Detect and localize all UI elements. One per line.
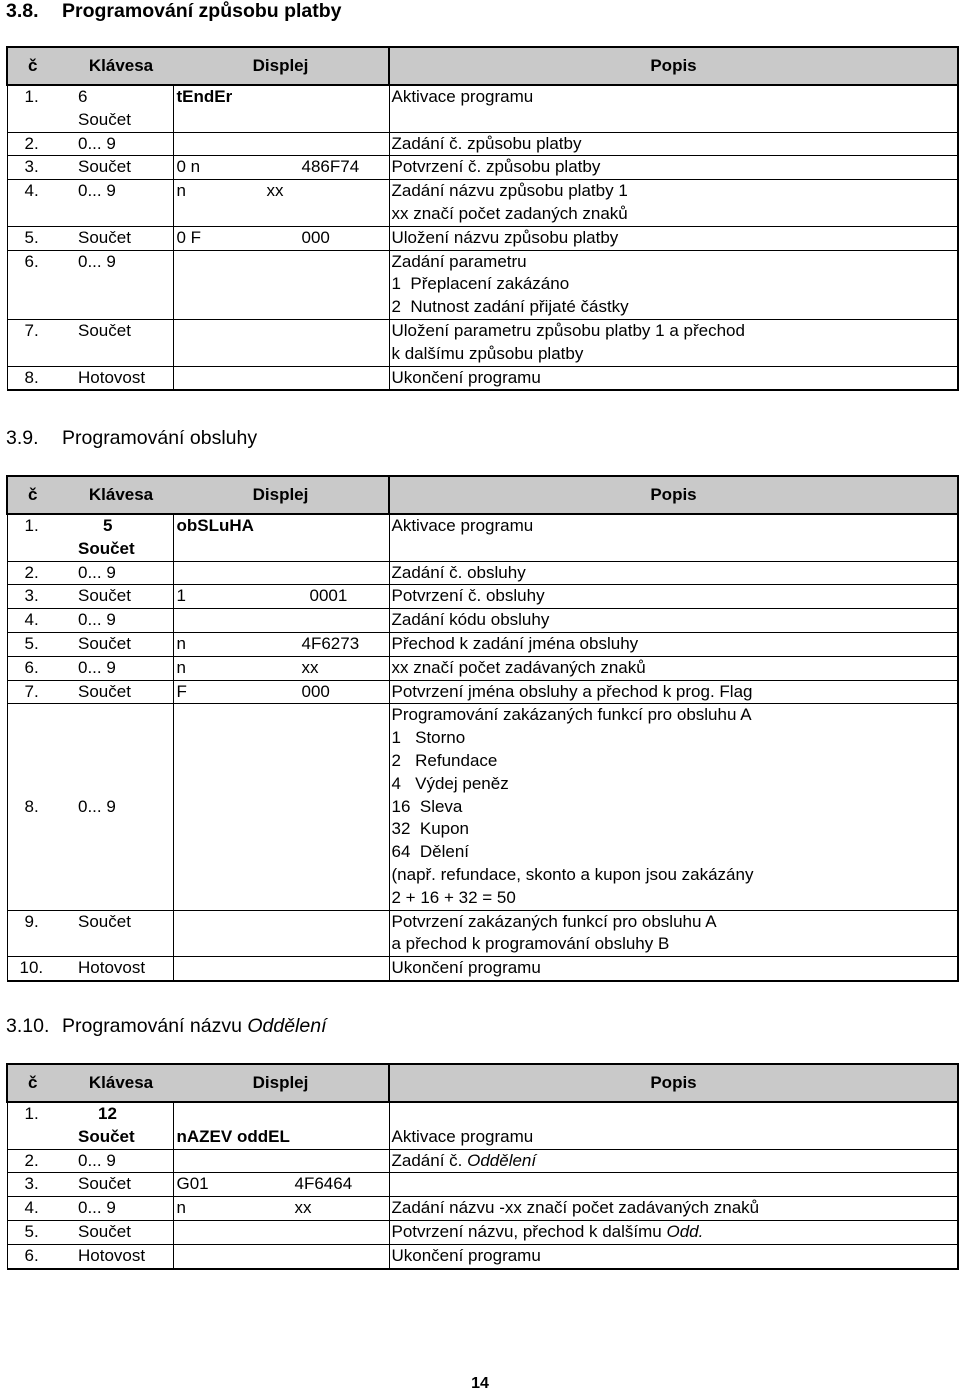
row-display	[173, 156, 389, 180]
description-italic: Odd.	[666, 1221, 704, 1241]
table-row	[7, 319, 958, 366]
description-line: 2 Refundace	[391, 750, 498, 770]
table-row	[7, 585, 958, 609]
description-line: 1 Přeplacení zakázáno	[391, 274, 570, 294]
row-description	[389, 85, 958, 132]
table-row	[7, 1149, 958, 1173]
description-line: a přechod k programování obsluhy B	[391, 934, 670, 954]
table-row	[7, 156, 958, 180]
row-description	[389, 180, 958, 227]
column-header-no: č	[7, 476, 69, 514]
row-number: 5.	[7, 632, 69, 656]
row-display	[173, 656, 389, 680]
row-description	[389, 319, 958, 366]
row-key: 0... 9	[69, 132, 173, 156]
display-prefix: n	[176, 633, 186, 653]
display-value: xx	[294, 1198, 312, 1218]
description-line: Potvrzení zakázaných funkcí pro obsluhu A	[391, 911, 717, 931]
row-number: 4.	[7, 180, 69, 227]
row-key: Hotovost	[69, 957, 173, 981]
row-number: 3.	[7, 156, 69, 180]
table-row	[7, 226, 958, 250]
section-number: 3.9.	[6, 427, 39, 449]
row-key: Součet	[69, 632, 173, 656]
row-display	[173, 250, 389, 319]
row-number: 6.	[7, 1244, 69, 1268]
row-description: Potvrzení č. obsluhy	[389, 585, 958, 609]
description-line: 16 Sleva	[391, 796, 463, 816]
row-display	[173, 957, 389, 981]
table-row	[7, 85, 958, 132]
display-code: tEndEr	[176, 87, 233, 106]
row-key: 0... 9	[69, 180, 173, 227]
display-value: 000	[301, 681, 330, 701]
key-line: Součet	[78, 109, 131, 129]
table-row	[7, 1173, 958, 1197]
row-display	[173, 632, 389, 656]
row-number: 1.	[7, 85, 69, 132]
row-description: Aktivace programu	[389, 514, 958, 561]
display-value: 4F6464	[294, 1174, 353, 1194]
row-description: Zadání č. obsluhy	[389, 561, 958, 585]
row-display	[173, 585, 389, 609]
row-key: Součet	[69, 156, 173, 180]
description-line: Uložení parametru způsobu platby 1 a přechod	[391, 320, 745, 340]
display-prefix: G01	[176, 1174, 209, 1194]
description-line: Zadání parametru	[391, 251, 527, 271]
column-header-key: Klávesa	[69, 47, 173, 85]
row-display	[173, 1102, 389, 1149]
row-description: Zadání názvu -xx značí počet zadávaných znaků	[389, 1197, 958, 1221]
table-row	[7, 514, 958, 561]
description-line: (např. refundace, skonto a kupon jsou zakázány	[391, 864, 754, 884]
row-display	[173, 910, 389, 957]
row-key	[69, 1102, 173, 1149]
row-description	[389, 250, 958, 319]
table-row	[7, 656, 958, 680]
column-header-key: Klávesa	[69, 1064, 173, 1102]
row-number: 10.	[7, 957, 69, 981]
row-number: 5.	[7, 226, 69, 250]
row-number: 3.	[7, 585, 69, 609]
row-description	[389, 1173, 958, 1197]
row-key: Součet	[69, 680, 173, 704]
display-prefix: n	[176, 657, 186, 677]
table-operator	[6, 475, 959, 982]
row-number: 1.	[7, 514, 69, 561]
display-value: 486F74	[301, 157, 360, 177]
row-key: Součet	[69, 1173, 173, 1197]
key-line: 5	[103, 516, 113, 535]
table-row	[7, 132, 958, 156]
display-prefix: n	[176, 1198, 186, 1218]
section-title-italic: Oddělení	[247, 1015, 327, 1037]
description-line: k dalšímu způsobu platby	[391, 343, 584, 363]
column-header-no: č	[7, 1064, 69, 1102]
section-title-text: Programování názvu	[62, 1015, 248, 1037]
display-prefix: 0 n	[176, 157, 201, 177]
table-header	[7, 1064, 958, 1102]
display-value: 4F6273	[301, 633, 360, 653]
row-key: Součet	[69, 585, 173, 609]
row-number: 6.	[7, 250, 69, 319]
page-number: 14	[471, 1375, 489, 1392]
row-number: 2.	[7, 1149, 69, 1173]
description-line: Programování zakázaných funkcí pro obsluhu A	[391, 705, 752, 725]
row-description: Zadání č. způsobu platby	[389, 132, 958, 156]
row-description: Uložení názvu způsobu platby	[389, 226, 958, 250]
table-row	[7, 250, 958, 319]
table-row	[7, 704, 958, 910]
row-key: 0... 9	[69, 704, 173, 910]
row-key: Hotovost	[69, 1244, 173, 1268]
description-line: 2 Nutnost zadání přijaté částky	[391, 297, 629, 317]
section-heading-3-8	[6, 0, 342, 23]
row-number: 7.	[7, 319, 69, 366]
description-text: Potvrzení názvu, přechod k dalšímu	[391, 1221, 667, 1241]
table-row	[7, 910, 958, 957]
row-key	[69, 85, 173, 132]
row-description: Potvrzení jména obsluhy a přechod k prog. Flag	[389, 680, 958, 704]
table-row	[7, 609, 958, 633]
description-line: 64 Dělení	[391, 842, 469, 862]
row-display	[173, 609, 389, 633]
row-display	[173, 1197, 389, 1221]
display-prefix: F	[176, 681, 187, 701]
column-header-display: Displej	[173, 47, 389, 85]
display-code: obSLuHA	[176, 516, 254, 535]
column-header-no: č	[7, 47, 69, 85]
row-key: 0... 9	[69, 609, 173, 633]
description-italic: Oddělení	[467, 1150, 537, 1170]
table-row	[7, 366, 958, 390]
row-description	[389, 910, 958, 957]
key-line: 12	[98, 1104, 117, 1123]
row-display	[173, 180, 389, 227]
row-display	[173, 1149, 389, 1173]
row-key: 0... 9	[69, 1197, 173, 1221]
description-line: 4 Výdej peněz	[391, 773, 509, 793]
section-title: Programování způsobu platby	[62, 0, 342, 22]
row-display	[173, 1173, 389, 1197]
row-display	[173, 132, 389, 156]
table-row	[7, 561, 958, 585]
column-header-display: Displej	[173, 1064, 389, 1102]
description-line: Zadání názvu způsobu platby 1	[391, 181, 628, 201]
row-number: 8.	[7, 366, 69, 390]
description-text: Zadání č.	[391, 1150, 468, 1170]
row-display	[173, 561, 389, 585]
row-number: 5.	[7, 1220, 69, 1244]
row-description: Zadání kódu obsluhy	[389, 609, 958, 633]
row-key: Součet	[69, 1220, 173, 1244]
display-prefix: n	[176, 181, 186, 201]
row-description: Přechod k zadání jména obsluhy	[389, 632, 958, 656]
row-key: 0... 9	[69, 1149, 173, 1173]
display-code: nAZEV oddEL	[176, 1126, 290, 1146]
row-number: 6.	[7, 656, 69, 680]
table-header	[7, 47, 958, 85]
row-number: 9.	[7, 910, 69, 957]
row-number: 4.	[7, 609, 69, 633]
key-line: Součet	[78, 538, 135, 558]
table-row	[7, 632, 958, 656]
key-line: Součet	[78, 1126, 135, 1146]
row-display	[173, 680, 389, 704]
row-display	[173, 1220, 389, 1244]
row-display	[173, 1244, 389, 1268]
row-key: 0... 9	[69, 250, 173, 319]
section-title	[62, 1015, 327, 1037]
column-header-description: Popis	[389, 476, 958, 514]
key-line: 6	[78, 87, 88, 106]
section-number: 3.10.	[6, 1015, 50, 1037]
description-line: 2 + 16 + 32 = 50	[391, 887, 516, 907]
description-line: 32 Kupon	[391, 819, 470, 839]
row-number: 1.	[7, 1102, 69, 1149]
display-value: 000	[301, 227, 330, 247]
row-number: 7.	[7, 680, 69, 704]
row-key: Součet	[69, 226, 173, 250]
table-department-name	[6, 1063, 959, 1270]
display-value: xx	[266, 181, 284, 201]
row-number: 8.	[7, 704, 69, 910]
row-key: 0... 9	[69, 561, 173, 585]
table-payment-method	[6, 46, 959, 391]
column-header-description: Popis	[389, 1064, 958, 1102]
row-key: 0... 9	[69, 656, 173, 680]
section-number: 3.8.	[6, 0, 39, 22]
row-key	[69, 514, 173, 561]
section-title: Programování obsluhy	[62, 427, 258, 449]
table-row	[7, 957, 958, 981]
row-description: Ukončení programu	[389, 366, 958, 390]
row-description: Ukončení programu	[389, 1244, 958, 1268]
row-description	[389, 1220, 958, 1244]
table-row	[7, 680, 958, 704]
row-display	[173, 514, 389, 561]
row-description: Aktivace programu	[389, 1102, 958, 1149]
row-description: Potvrzení č. způsobu platby	[389, 156, 958, 180]
column-header-description: Popis	[389, 47, 958, 85]
row-display	[173, 226, 389, 250]
display-value: 0001	[309, 586, 348, 606]
row-description: xx značí počet zadávaných znaků	[389, 656, 958, 680]
column-header-key: Klávesa	[69, 476, 173, 514]
row-number: 2.	[7, 132, 69, 156]
section-heading-3-9	[6, 427, 257, 450]
row-number: 4.	[7, 1197, 69, 1221]
row-description	[389, 704, 958, 910]
row-key: Součet	[69, 319, 173, 366]
description-line: xx značí počet zadaných znaků	[391, 203, 628, 223]
display-prefix: 1	[176, 586, 186, 606]
column-header-display: Displej	[173, 476, 389, 514]
table-header	[7, 476, 958, 514]
table-row	[7, 1220, 958, 1244]
description-line: 1 Storno	[391, 728, 466, 748]
row-display	[173, 85, 389, 132]
row-display	[173, 366, 389, 390]
section-heading-3-10	[6, 1015, 327, 1038]
table-row	[7, 180, 958, 227]
display-value: xx	[301, 657, 319, 677]
row-description: Ukončení programu	[389, 957, 958, 981]
display-prefix: 0 F	[176, 227, 202, 247]
table-row	[7, 1197, 958, 1221]
table-row	[7, 1244, 958, 1268]
row-number: 2.	[7, 561, 69, 585]
row-display	[173, 319, 389, 366]
row-number: 3.	[7, 1173, 69, 1197]
table-row	[7, 1102, 958, 1149]
row-display	[173, 704, 389, 910]
description-line: Aktivace programu	[391, 87, 534, 106]
row-description	[389, 1149, 958, 1173]
row-key: Hotovost	[69, 366, 173, 390]
row-key: Součet	[69, 910, 173, 957]
